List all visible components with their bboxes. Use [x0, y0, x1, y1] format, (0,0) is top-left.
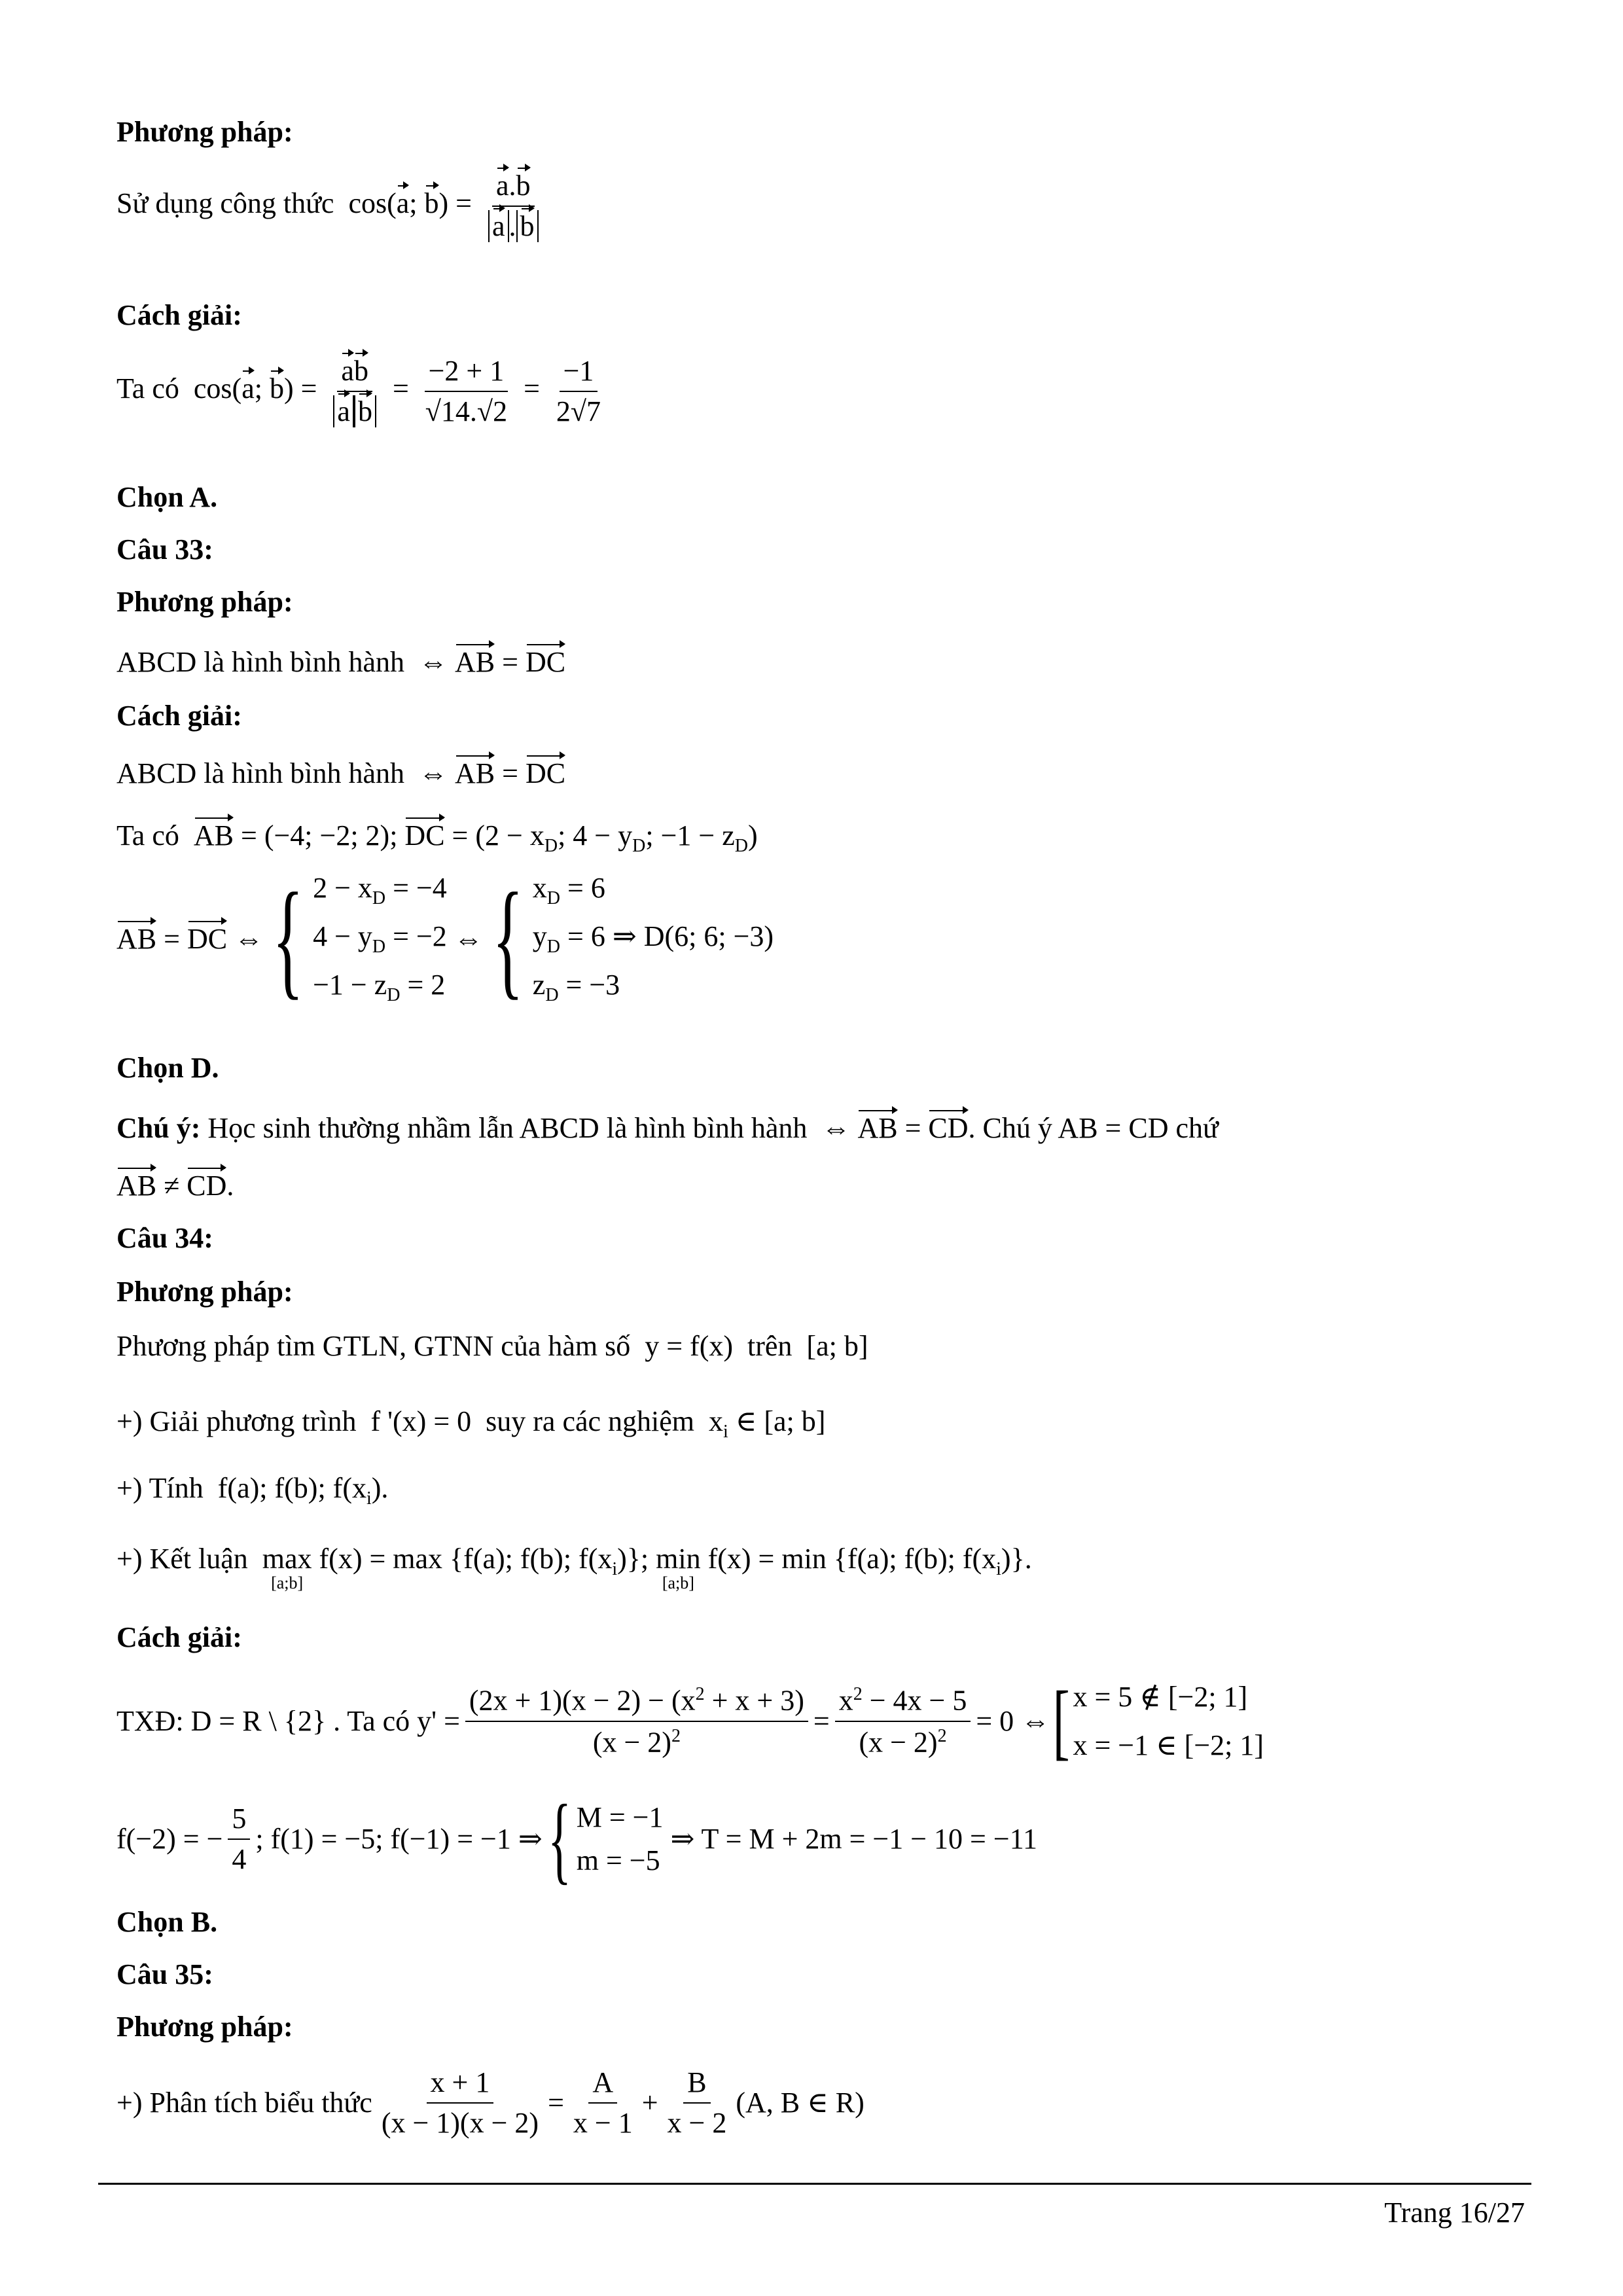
- heading-cach-giai: Cách giải:: [116, 1621, 242, 1653]
- step-2: +) Tính f(a); f(b); $f(x_i)$.: [116, 1472, 389, 1509]
- footer-divider: [98, 2183, 1531, 2185]
- answer-b: Chọn B.: [116, 1906, 218, 1938]
- abcd-text: ABCD là hình bình hành: [116, 646, 404, 678]
- tren-text: trên: [747, 1330, 793, 1362]
- extrema-line: f(−2) = − $\frac{5}{4}$ ; f(1) = −5; f(−1) = −1 ⇒ { M = −1 m = −5 ⇒ T = M + 2m = −1 − 10 = −11: [116, 1785, 1038, 1893]
- heading-phuong-phap: Phương pháp:: [116, 586, 293, 618]
- step3-text: +) Kết luận: [116, 1543, 248, 1575]
- txd-text: TXĐ:: [116, 1705, 184, 1737]
- note-label: Chú ý:: [116, 1112, 201, 1144]
- question-34: Câu 34:: [116, 1222, 213, 1254]
- heading-cach-giai: Cách giải:: [116, 700, 242, 732]
- page-number: Trang 16/27: [1384, 2197, 1525, 2229]
- taco-text: Ta có: [116, 819, 179, 852]
- step-4: +) Phân tích biểu thức $\frac{x + 1}{(x - 1)(x - 2)}$ = $\frac{A}{x - 1}$ + $\frac{B}{x - 2}$ (A, B ∈ R): [116, 2066, 865, 2139]
- vectors-line: Ta có AB = (−4; −2; 2); DC = ($2 - x_D$; $4 - y_D$; $-1 - z_D$): [116, 819, 758, 856]
- taco-text: Ta có: [116, 372, 179, 405]
- step2-text: +) Tính: [116, 1472, 204, 1504]
- abcd-text: ABCD là hình bình hành: [116, 757, 404, 789]
- step1-text: +) Giải phương trình: [116, 1405, 357, 1437]
- step4-text: +) Phân tích biểu thức: [116, 2087, 372, 2119]
- formula-intro-text: Sử dụng công thức: [116, 187, 334, 220]
- taco-text: . Ta có: [333, 1705, 410, 1737]
- heading-phuong-phap: Phương pháp:: [116, 1276, 293, 1308]
- note-line-2: AB ≠ CD.: [116, 1170, 234, 1202]
- question-35: Câu 35:: [116, 1958, 213, 1990]
- note-text: Học sinh thường nhầm lẫn ABCD là hình bình hành: [207, 1112, 808, 1144]
- answer-a: Chọn A.: [116, 481, 218, 513]
- answer-d: Chọn D.: [116, 1052, 219, 1084]
- method-text: Phương pháp tìm GTLN, GTNN của hàm số y = f(x) trên [a; b]: [116, 1330, 868, 1362]
- heading-phuong-phap: Phương pháp:: [116, 2011, 293, 2043]
- parallelogram-rule-2: ABCD là hình bình hành ⇔ AB = DC: [116, 757, 566, 789]
- system-solution: AB = DC ⇔ { $2 - x_D = -4$ $4 - y_D = -2$ $-1 - z_D = 2$ ⇔ { $x_D = 6$ $y_D = 6$ ⇒ D(6; 6; −3) $z_D = -3$: [116, 867, 774, 1011]
- parallelogram-rule: ABCD là hình bình hành ⇔ AB = DC: [116, 646, 566, 678]
- note-line: Chú ý: Học sinh thường nhầm lẫn ABCD là hình bình hành ⇔ AB = CD. Chú ý AB = CD chứ: [116, 1112, 1219, 1144]
- step-3: +) Kết luận max [a;b] f(x) = max {f(a); f(b); $f(x_i)$}; min [a;b] f(x) = min {f(a); f(b); $f(x_i)$}.: [116, 1543, 1032, 1592]
- heading-cach-giai: Cách giải:: [116, 299, 242, 331]
- heading-phuong-phap: Phương pháp:: [116, 116, 293, 148]
- question-33: Câu 33:: [116, 533, 213, 565]
- formula-cos-line: Sử dụng công thức cos(a; b) = $\frac{a.b}{a . b}$: [116, 171, 548, 241]
- note-tail: . Chú ý AB = CD chứ: [968, 1112, 1219, 1144]
- derivative-line: TXĐ: D = R \ {2} . Ta có y' = $\frac{(2x + 1)(x - 2) - (x^2 + x + 3)}{(x - 2)^2}$ = $\frac{x^2 - 4x - 5}{(x - 2)^2}$ = 0 ⇔ [ x = 5 ∉ [−2; 1] x = −1 ∈ [−2; 1]: [116, 1674, 1264, 1768]
- step-1: +) Giải phương trình f '(x) = 0 suy ra các nghiệm $x_i$ ∈ [a; b]: [116, 1405, 826, 1442]
- method-desc: Phương pháp tìm GTLN, GTNN của hàm số: [116, 1330, 631, 1362]
- step1b-text: suy ra các nghiệm: [486, 1405, 695, 1437]
- cos-computation: Ta có cos(a; b) = $\frac{ab}{\text{a b}}$ = $\frac{-2 + 1}{√14.√2}$ = $\frac{-1}{2√7}$: [116, 355, 601, 427]
